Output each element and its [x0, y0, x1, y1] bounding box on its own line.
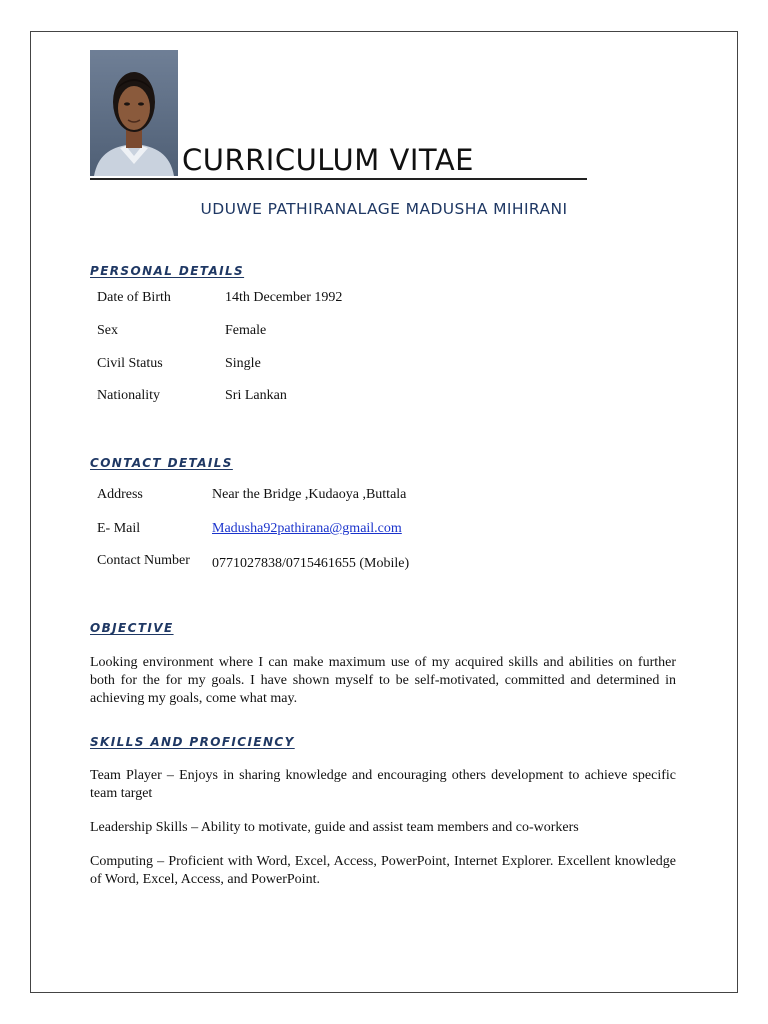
skill-computing: Computing – Proficient with Word, Excel, Access, PowerPoint, Internet Explorer. Excellent knowledge of Word, Excel, Access, and PowerPoint.	[90, 854, 676, 887]
address-label: Address	[97, 487, 143, 502]
objective-text: Looking environment where I can make maximum use of my acquired skills and abilities on further both for the for my goals. I have shown myself to be self-motivated, committed and determined in achieving my goals, come what may.	[90, 655, 676, 706]
sex-value: Female	[225, 323, 267, 338]
nationality-value: Sri Lankan	[225, 388, 287, 403]
objective-heading: OBJECTIVE	[90, 621, 174, 635]
civil-status-label: Civil Status	[97, 356, 163, 371]
candidate-name: UDUWE PATHIRANALAGE MADUSHA MIHIRANI	[200, 200, 568, 218]
email-link[interactable]: Madusha92pathirana@gmail.com	[212, 521, 402, 536]
document-title: CURRICULUM VITAE	[182, 143, 474, 177]
address-value: Near the Bridge ,Kudaoya ,Buttala	[212, 487, 407, 502]
skill-leadership: Leadership Skills – Ability to motivate, guide and assist team members and co-workers	[90, 820, 579, 835]
sex-label: Sex	[97, 323, 118, 338]
phone-label: Contact Number	[97, 553, 190, 568]
phone-value: 0771027838/0715461655 (Mobile)	[212, 556, 410, 571]
skill-team-player: Team Player – Enjoys in sharing knowledge and encouraging others development to achieve specific team target	[90, 768, 676, 801]
civil-status-value: Single	[225, 356, 261, 371]
personal-details-heading: PERSONAL DETAILS	[90, 264, 245, 278]
nationality-label: Nationality	[97, 388, 160, 403]
email-label: E- Mail	[97, 521, 141, 536]
dob-value: 14th December 1992	[225, 290, 343, 305]
contact-details-heading: CONTACT DETAILS	[90, 456, 233, 470]
skills-heading: SKILLS AND PROFICIENCY	[90, 735, 295, 749]
dob-label: Date of Birth	[97, 290, 171, 305]
